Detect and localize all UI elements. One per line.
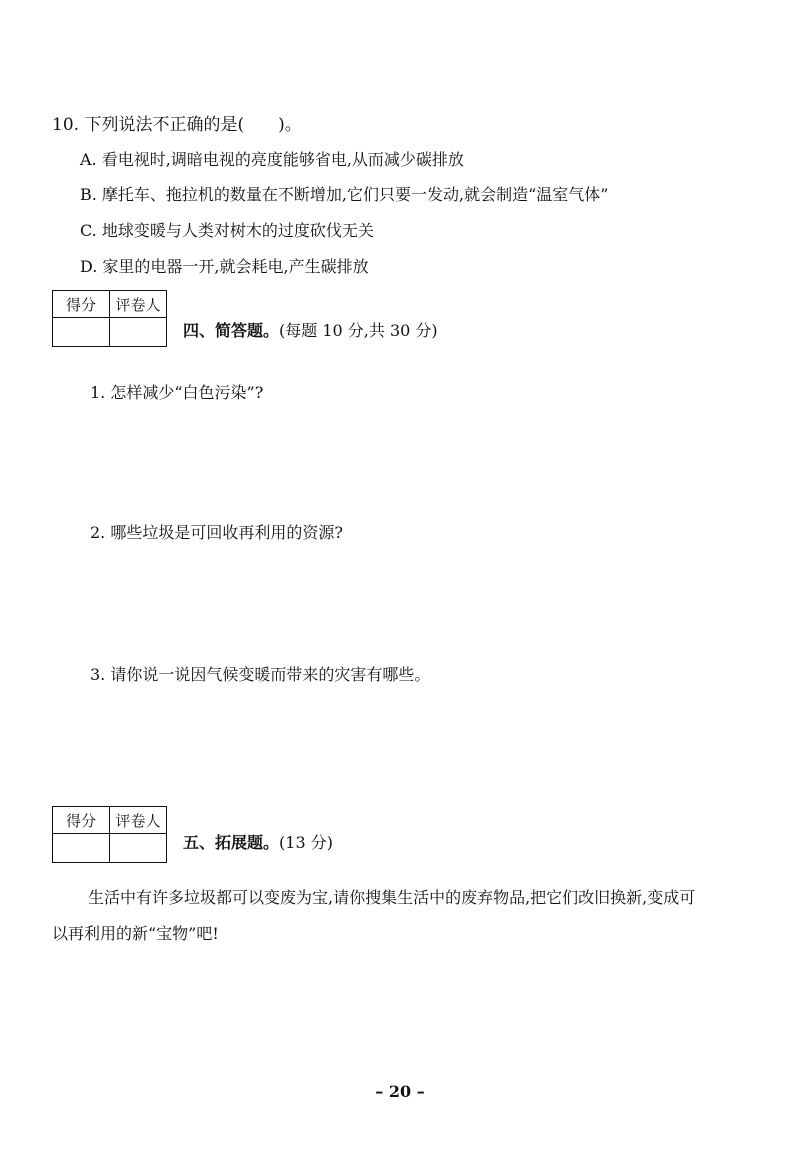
page-number: – 20 – — [375, 1082, 425, 1101]
grader-cell — [110, 834, 167, 863]
section-4-question-2: 2. 哪些垃圾是可回收再利用的资源? — [90, 523, 343, 542]
question-10-option-a: A. 看电视时,调暗电视的亮度能够省电,从而减少碳排放 — [80, 150, 464, 169]
section-4-question-1: 1. 怎样减少“白色污染”? — [90, 383, 264, 402]
question-10-option-d: D. 家里的电器一开,就会耗电,产生碳排放 — [80, 257, 369, 276]
grader-label: 评卷人 — [110, 291, 167, 318]
section-4-title: 四、简答题。 — [183, 321, 280, 340]
section-5-note: (13 分) — [279, 833, 333, 852]
section-5-heading — [183, 830, 333, 853]
section-5-title: 五、拓展题。 — [183, 833, 280, 852]
score-label: 得分 — [53, 291, 110, 318]
grader-cell — [110, 318, 167, 347]
score-label: 得分 — [53, 807, 110, 834]
section-5-paragraph: 生活中有许多垃圾都可以变废为宝,请你搜集生活中的废弃物品,把它们改旧换新,变成可以再利用的新“宝物”吧! — [52, 888, 696, 943]
question-10-option-c: C. 地球变暖与人类对树木的过度砍伐无关 — [80, 221, 374, 240]
score-box-section-4 — [52, 290, 167, 347]
score-cell — [53, 318, 110, 347]
section-4-heading — [183, 318, 438, 341]
section-4-question-3: 3. 请你说一说因气候变暖而带来的灾害有哪些。 — [90, 665, 431, 684]
score-box-section-5 — [52, 806, 167, 863]
question-10-stem: 10. 下列说法不正确的是( )。 — [52, 115, 302, 135]
grader-label: 评卷人 — [110, 807, 167, 834]
question-10-option-b: B. 摩托车、拖拉机的数量在不断增加,它们只要一发动,就会制造“温室气体” — [80, 185, 609, 204]
score-cell — [53, 834, 110, 863]
section-4-note: (每题 10 分,共 30 分) — [279, 321, 438, 340]
